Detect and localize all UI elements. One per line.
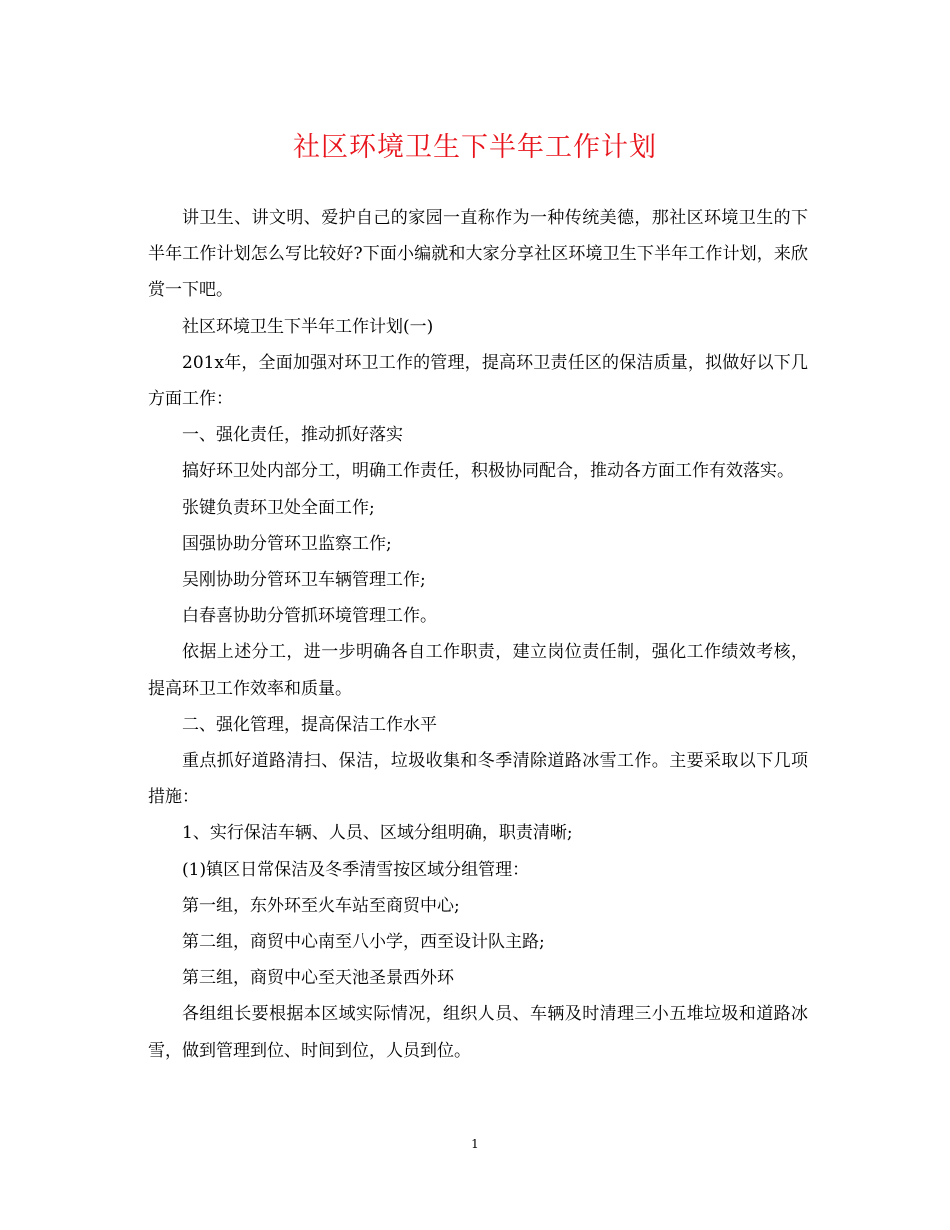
section-heading: 社区环境卫生下半年工作计划(一) xyxy=(182,316,434,337)
document-body xyxy=(148,200,808,1069)
paragraph: 重点抓好道路清扫、保洁，垃圾收集和冬季清除道路冰雪工作。主要采取以下几项措施： xyxy=(148,751,808,808)
paragraph: 第二组，商贸中心南至八小学，西至设计队主路; xyxy=(182,932,545,953)
paragraph: 依据上述分工，进一步明确各自工作职责，建立岗位责任制，强化工作绩效考核，提高环卫工作效率和质量。 xyxy=(148,642,808,699)
document-title: 社区环境卫生下半年工作计划 xyxy=(293,132,657,163)
paragraph: (1)镇区日常保洁及冬季清雪按区域分组管理： xyxy=(182,859,530,880)
paragraph: 各组组长要根据本区域实际情况，组织人员、车辆及时清理三小五堆垃圾和道路冰雪，做到管理到位、时间到位，人员到位。 xyxy=(148,1004,808,1061)
paragraph: 张键负责环卫处全面工作; xyxy=(182,497,375,518)
section-heading: 二、强化管理，提高保洁工作水平 xyxy=(182,714,437,735)
paragraph: 搞好环卫处内部分工，明确工作责任，积极协同配合，推动各方面工作有效落实。 xyxy=(182,461,794,482)
paragraph: 201x年，全面加强对环卫工作的管理，提高环卫责任区的保洁质量，拟做好以下几方面工作： xyxy=(148,352,808,410)
paragraph: 国强协助分管环卫监察工作; xyxy=(182,533,392,554)
paragraph: 白春喜协助分管抓环境管理工作。 xyxy=(182,606,437,627)
paragraph: 第一组，东外环至火车站至商贸中心; xyxy=(182,895,460,916)
paragraph: 吴刚协助分管环卫车辆管理工作; xyxy=(182,570,426,591)
page-number: 1 xyxy=(471,1137,479,1151)
paragraph: 第三组，商贸中心至天池圣景西外环 xyxy=(182,968,454,989)
paragraph: 讲卫生、讲文明、爱护自己的家园一直称作为一种传统美德，那社区环境卫生的下半年工作计划怎么写比较好?下面小编就和大家分享社区环境卫生下半年工作计划，来欣赏一下吧。 xyxy=(148,208,808,301)
paragraph: 1、实行保洁车辆、人员、区域分组明确，职责清晰; xyxy=(182,823,573,844)
section-heading: 一、强化责任，推动抓好落实 xyxy=(182,425,403,446)
